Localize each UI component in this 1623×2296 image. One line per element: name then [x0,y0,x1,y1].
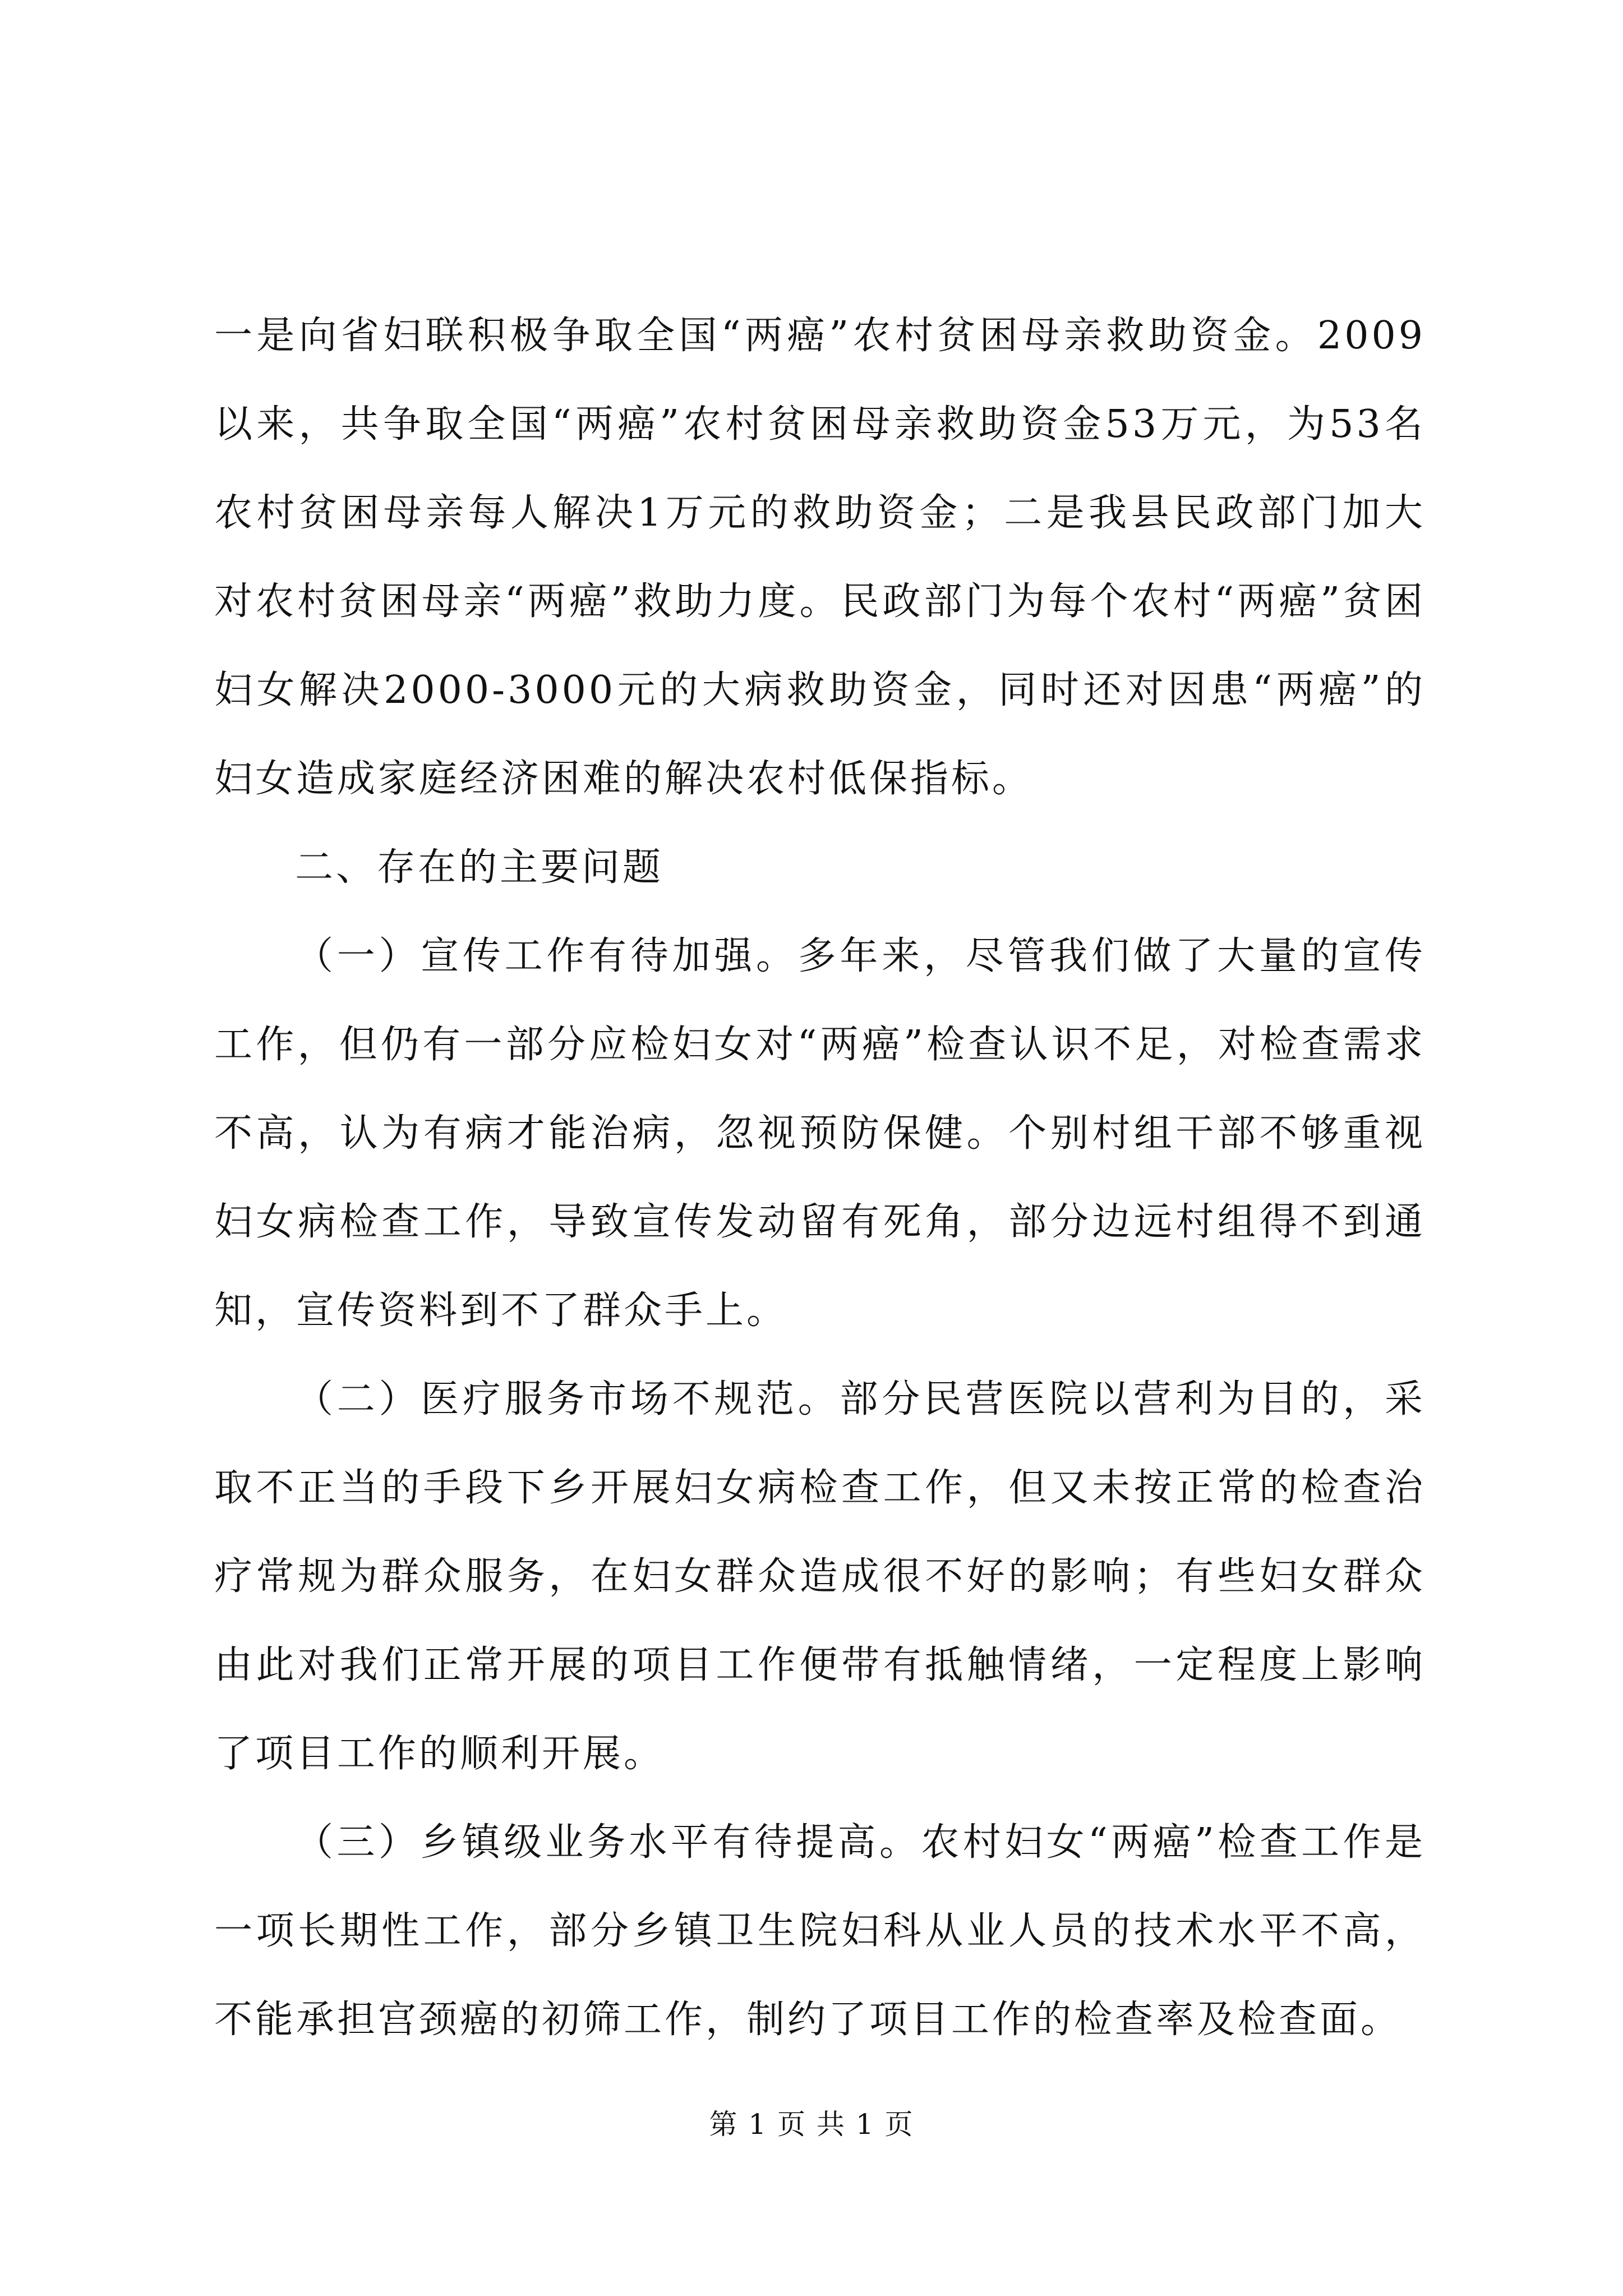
document-body [214,292,1426,2064]
paragraph-relief-funds: 一是向省妇联积极争取全国“两癌”农村贫困母亲救助资金。2009以来，共争取全国“两癌”农村贫困母亲救助资金53万元，为53名农村贫困母亲每人解决1万元的救助资金；二是我县民政部门加大对农村贫困母亲“两癌”救助力度。民政部门为每个农村“两癌”贫困妇女解决2000-3000元的大病救助资金，同时还对因患“两癌”的妇女造成家庭经济困难的解决农村低保指标。 [214,314,1426,801]
section-heading-main-problems: 二、存在的主要问题 [295,845,664,890]
page-footer: 第 1 页 共 1 页 [709,2108,914,2141]
paragraph-medical-market: （二）医疗服务市场不规范。部分民营医院以营利为目的，采取不正当的手段下乡开展妇女病检查工作，但又未按正常的检查治疗常规为群众服务，在妇女群众造成很不好的影响；有些妇女群众由此对我们正常开展的项目工作便带有抵触情绪，一定程度上影响了项目工作的顺利开展。 [214,1377,1426,1776]
paragraph-township-skills: （三）乡镇级业务水平有待提高。农村妇女“两癌”检查工作是一项长期性工作，部分乡镇卫生院妇科从业人员的技术水平不高，不能承担宫颈癌的初筛工作，制约了项目工作的检查率及检查面。 [214,1820,1426,2042]
paragraph-publicity-work: （一）宣传工作有待加强。多年来，尽管我们做了大量的宣传工作，但仍有一部分应检妇女对“两癌”检查认识不足，对检查需求不高，认为有病才能治病，忽视预防保健。个别村组干部不够重视妇女病检查工作，导致宣传发动留有死角，部分边远村组得不到通知，宣传资料到不了群众手上。 [214,934,1426,1333]
